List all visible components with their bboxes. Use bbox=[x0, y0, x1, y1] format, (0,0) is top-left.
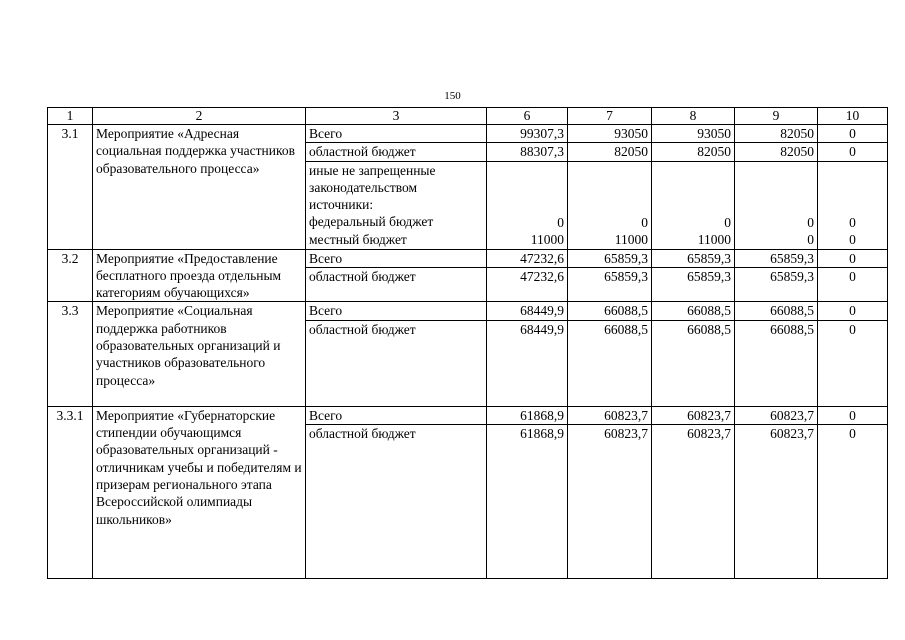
funding-source-line: местный бюджет bbox=[309, 231, 407, 247]
row-number: 3.2 bbox=[48, 249, 93, 302]
value-cell: 0 bbox=[818, 143, 888, 161]
column-header: 9 bbox=[735, 108, 818, 125]
value-cell bbox=[818, 161, 888, 249]
funding-source: Всего bbox=[306, 249, 487, 268]
measure-name: Мероприятие «Социальная поддержка работников образовательных организаций и участников образовательного процесса» bbox=[93, 302, 306, 406]
value-line: 0 bbox=[849, 232, 856, 248]
value-cell: 82050 bbox=[735, 125, 818, 143]
value-cell: 66088,5 bbox=[735, 320, 818, 406]
funding-source-line: федеральный бюджет bbox=[309, 214, 434, 230]
value-cell: 0 bbox=[818, 249, 888, 268]
column-header: 3 bbox=[306, 108, 487, 125]
value-cell: 82050 bbox=[652, 143, 735, 161]
budget-table bbox=[47, 107, 888, 579]
value-cell: 65859,3 bbox=[652, 249, 735, 268]
value-line: 0 bbox=[807, 215, 814, 230]
funding-source: областной бюджет bbox=[306, 143, 487, 161]
row-number: 3.1 bbox=[48, 125, 93, 250]
value-line: 0 bbox=[807, 232, 814, 248]
value-line: 0 bbox=[641, 215, 648, 230]
value-cell: 65859,3 bbox=[568, 249, 652, 268]
value-cell: 68449,9 bbox=[487, 302, 568, 320]
row-number: 3.3 bbox=[48, 302, 93, 406]
funding-source: областной бюджет bbox=[306, 320, 487, 406]
value-line: 0 bbox=[724, 215, 731, 230]
column-header: 10 bbox=[818, 108, 888, 125]
funding-source-line: иные не запрещенные bbox=[309, 162, 436, 178]
value-cell: 93050 bbox=[652, 125, 735, 143]
column-header: 8 bbox=[652, 108, 735, 125]
column-header: 6 bbox=[487, 108, 568, 125]
value-line: 11000 bbox=[697, 232, 731, 248]
value-cell: 0 bbox=[818, 302, 888, 320]
value-cell: 82050 bbox=[568, 143, 652, 161]
value-cell: 88307,3 bbox=[487, 143, 568, 161]
value-cell bbox=[568, 161, 652, 249]
value-cell: 61868,9 bbox=[487, 425, 568, 579]
value-cell: 60823,7 bbox=[568, 425, 652, 579]
measure-name: Мероприятие «Губернаторские стипендии обучающимся образовательных организаций - отличникам учебы и победителям и призерам регионального этапа Всероссийской олимпиады школьников» bbox=[93, 406, 306, 578]
value-cell: 0 bbox=[818, 406, 888, 424]
value-cell: 99307,3 bbox=[487, 125, 568, 143]
value-line: 0 bbox=[849, 215, 856, 230]
funding-source-line: источники: bbox=[309, 197, 374, 213]
value-cell: 66088,5 bbox=[652, 302, 735, 320]
value-cell: 60823,7 bbox=[652, 425, 735, 579]
value-line: 11000 bbox=[530, 232, 564, 248]
value-cell: 60823,7 bbox=[652, 406, 735, 424]
value-cell: 65859,3 bbox=[652, 268, 735, 302]
column-header: 1 bbox=[48, 108, 93, 125]
value-line: 0 bbox=[557, 215, 564, 230]
value-cell: 66088,5 bbox=[568, 320, 652, 406]
value-line: 11000 bbox=[614, 232, 648, 248]
column-header: 7 bbox=[568, 108, 652, 125]
value-cell bbox=[487, 161, 568, 249]
value-cell: 65859,3 bbox=[735, 249, 818, 268]
value-cell: 47232,6 bbox=[487, 249, 568, 268]
value-cell: 68449,9 bbox=[487, 320, 568, 406]
value-cell: 0 bbox=[818, 125, 888, 143]
funding-source: Всего bbox=[306, 406, 487, 424]
table-header-row bbox=[48, 108, 888, 125]
value-cell: 66088,5 bbox=[652, 320, 735, 406]
value-cell: 60823,7 bbox=[735, 406, 818, 424]
value-cell: 65859,3 bbox=[568, 268, 652, 302]
value-cell: 66088,5 bbox=[568, 302, 652, 320]
value-cell: 0 bbox=[818, 425, 888, 579]
value-cell bbox=[735, 161, 818, 249]
value-cell: 60823,7 bbox=[568, 406, 652, 424]
value-cell: 47232,6 bbox=[487, 268, 568, 302]
funding-source bbox=[306, 161, 487, 249]
value-cell: 61868,9 bbox=[487, 406, 568, 424]
table-row bbox=[48, 249, 888, 268]
measure-name: Мероприятие «Адресная социальная поддержка участников образовательного процесса» bbox=[93, 125, 306, 250]
value-cell: 93050 bbox=[568, 125, 652, 143]
page-number: 150 bbox=[444, 90, 461, 102]
value-cell: 82050 bbox=[735, 143, 818, 161]
funding-source: областной бюджет bbox=[306, 268, 487, 302]
funding-source: Всего bbox=[306, 302, 487, 320]
funding-source-line: законодательством bbox=[309, 179, 418, 195]
funding-source: областной бюджет bbox=[306, 425, 487, 579]
value-cell: 0 bbox=[818, 320, 888, 406]
column-header: 2 bbox=[93, 108, 306, 125]
table-row bbox=[48, 125, 888, 143]
row-number: 3.3.1 bbox=[48, 406, 93, 578]
value-cell: 65859,3 bbox=[735, 268, 818, 302]
measure-name: Мероприятие «Предоставление бесплатного проезда отдельным категориям обучающихся» bbox=[93, 249, 306, 302]
value-cell: 60823,7 bbox=[735, 425, 818, 579]
funding-source: Всего bbox=[306, 125, 487, 143]
value-cell bbox=[652, 161, 735, 249]
table-row bbox=[48, 302, 888, 320]
value-cell: 0 bbox=[818, 268, 888, 302]
value-cell: 66088,5 bbox=[735, 302, 818, 320]
table-row bbox=[48, 406, 888, 424]
